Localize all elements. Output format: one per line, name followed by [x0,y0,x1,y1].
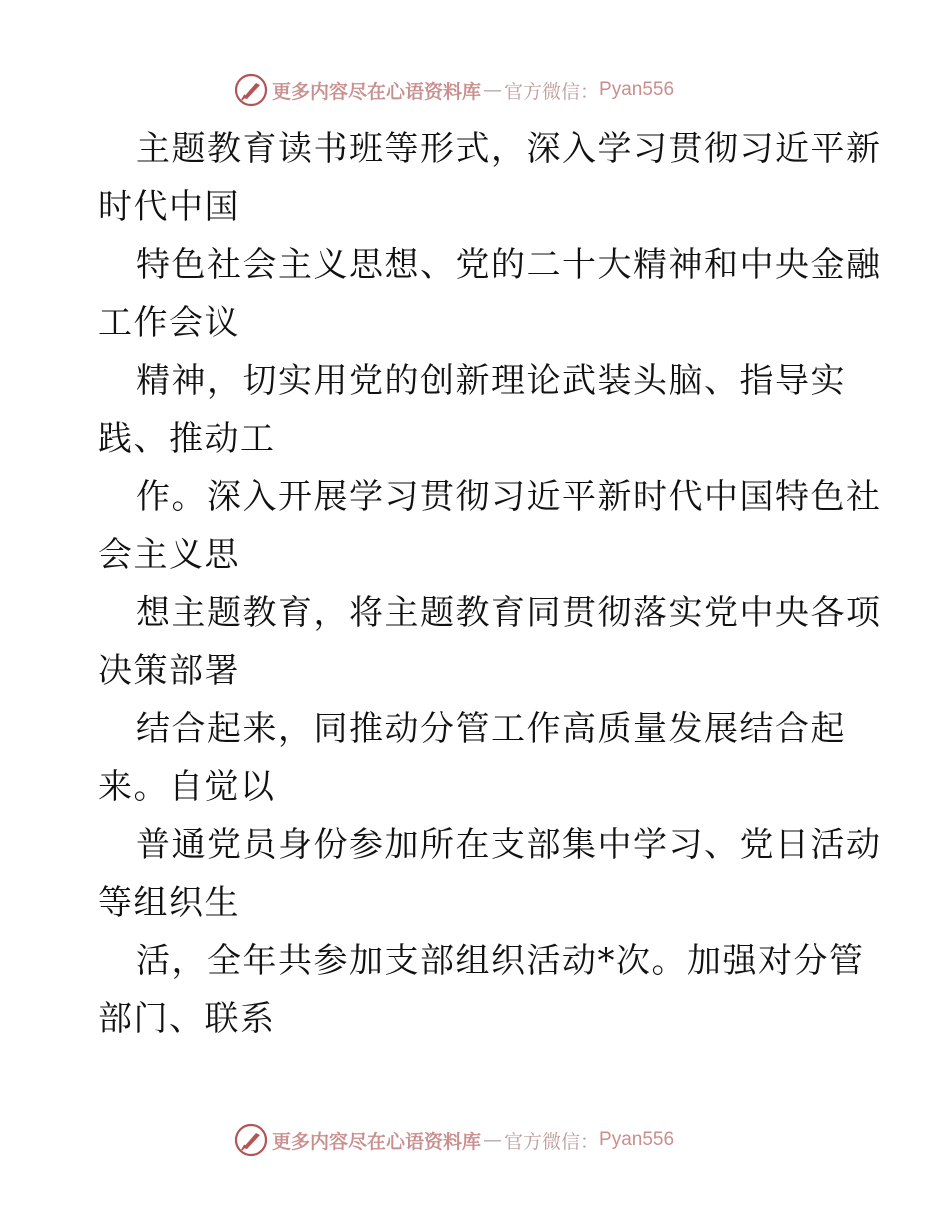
header-watermark [234,72,674,108]
paragraph [98,700,858,816]
paragraph-line: 部门、联系 [98,999,276,1039]
paragraph-line: 工作会议 [98,303,240,343]
document-body [98,120,882,1048]
watermark-separator: — [483,79,503,101]
watermark-site-text: 更多内容尽在心语资料库 [272,80,482,103]
paragraph [98,932,865,1048]
paragraph-line: 普通党员身份参加所在支部集中学习、党日活动 [136,825,882,865]
paragraph-line: 会主义思 [98,535,240,575]
quill-logo-icon [234,1123,268,1157]
paragraph-line: 决策部署 [98,651,240,691]
paragraph-line: 精神，切实用党的创新理论武装头脑、指导实 [136,361,846,401]
quill-logo-icon [234,73,268,107]
watermark-site-text: 更多内容尽在心语资料库 [272,1130,482,1153]
watermark-wechat-id: Pyan556 [599,79,675,100]
paragraph-line: 主题教育读书班等形式，深入学习贯彻习近平新 [136,129,882,169]
paragraph-line: 结合起来，同推动分管工作高质量发展结合起 [136,709,846,749]
paragraph-line: 想主题教育，将主题教育同贯彻落实党中央各项 [136,593,882,633]
paragraph [98,816,882,932]
footer-watermark [234,1122,674,1158]
paragraph-line: 活，全年共参加支部组织活动*次。加强对分管 [136,941,865,981]
paragraph [98,584,882,700]
paragraph-line: 特色社会主义思想、党的二十大精神和中央金融 [136,245,882,285]
watermark-wechat-label: 官方微信： [504,80,600,103]
watermark-separator: — [483,1129,503,1151]
paragraph [98,468,882,584]
paragraph [98,120,882,236]
paragraph-line: 来。自觉以 [98,767,276,807]
paragraph [98,352,858,468]
watermark-wechat-id: Pyan556 [599,1129,675,1150]
paragraph-line: 作。深入开展学习贯彻习近平新时代中国特色社 [136,477,882,517]
paragraph-line: 等组织生 [98,883,240,923]
watermark-wechat-label: 官方微信： [504,1130,600,1153]
paragraph-line: 时代中国 [98,187,240,227]
paragraph [98,236,882,352]
paragraph-line: 践、推动工 [98,419,276,459]
